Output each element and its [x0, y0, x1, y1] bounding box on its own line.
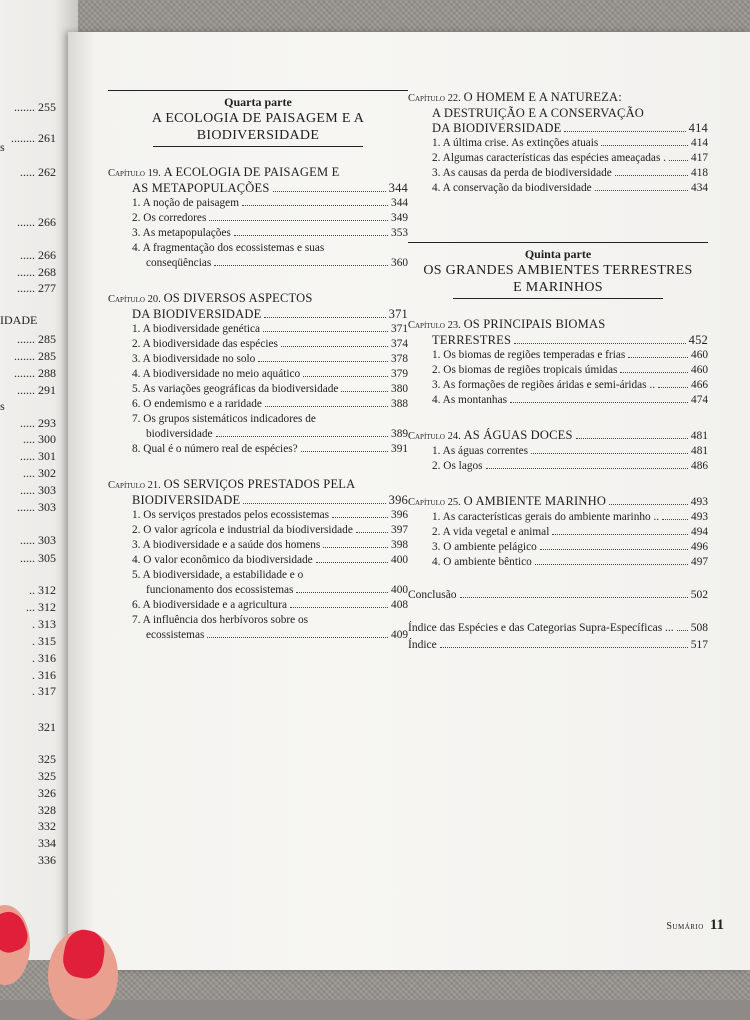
section-entry: [108, 256, 408, 271]
chapter-prefix: Capítulo 20.: [108, 294, 161, 305]
page-number: 481: [690, 430, 708, 442]
section-entry: [408, 151, 708, 166]
part-title-line: A ECOLOGIA DE PAISAGEM E A: [151, 111, 365, 126]
section-entry: [108, 583, 408, 598]
section-entry: [108, 382, 408, 397]
entry-label: 2. Os lagos: [432, 460, 483, 472]
part-title-line: OS GRANDES AMBIENTES TERRESTRES: [423, 263, 693, 278]
page-number: 400: [391, 584, 408, 596]
left-page-line: ....... 255: [14, 100, 56, 114]
section-entry: [408, 510, 708, 525]
left-page-line: IDADE: [0, 313, 38, 327]
leader-dots: [677, 630, 688, 631]
leader-dots: [460, 597, 688, 598]
part-divider: [153, 146, 363, 147]
entry-label: 5. A biodiversidade, a estabilidade e o: [132, 569, 304, 581]
leader-dots: [214, 265, 388, 266]
section-entry: [408, 459, 708, 474]
leader-dots: [341, 391, 388, 392]
chapter-entry: [108, 165, 408, 271]
chapter-title-row: [408, 90, 708, 106]
section-entry: [108, 211, 408, 226]
part-label: Quarta parte: [224, 95, 292, 109]
entry-label: DA BIODIVERSIDADE: [132, 307, 262, 321]
left-page-line: . 313: [32, 617, 56, 631]
entry-label: TERRESTRES: [432, 333, 512, 347]
entry-label: 2. Algumas características das espécies ameaçadas .: [432, 152, 666, 164]
section-entry: [408, 378, 708, 393]
page-number: 371: [388, 307, 408, 321]
leader-dots: [486, 468, 689, 469]
entry-label: 1. A última crise. As extinções atuais: [432, 137, 599, 149]
page-number: 497: [691, 556, 708, 568]
chapter-title-row: [108, 181, 408, 196]
page-number: 349: [391, 212, 408, 224]
leader-dots: [510, 402, 688, 403]
page-number: 409: [391, 629, 408, 641]
left-page-line: ..... 262: [20, 165, 56, 179]
leader-dots: [440, 647, 688, 648]
page-number: 417: [691, 152, 708, 164]
left-page-line: 334: [38, 836, 56, 850]
left-page-line: . 316: [32, 651, 56, 665]
section-entry: [408, 540, 708, 555]
page-number: 397: [391, 524, 408, 536]
chapter-title: OS DIVERSOS ASPECTOS: [163, 291, 313, 305]
leader-dots: [595, 190, 688, 191]
entry-label: 4. A biodiversidade no meio aquático: [132, 368, 301, 380]
chapter-entry: [108, 477, 408, 643]
left-page-line: ...... 277: [17, 281, 56, 295]
chapter-22: [408, 90, 708, 196]
page-number: 391: [391, 443, 408, 455]
entry-label: 1. A biodiversidade genética: [132, 323, 260, 335]
section-entry: [108, 568, 408, 583]
entry-label: 7. A influência dos herbívoros sobre os: [132, 614, 309, 626]
leader-dots: [243, 503, 385, 504]
chapter-entry: [408, 494, 708, 570]
part-five-header: [408, 242, 708, 299]
leader-dots: [242, 205, 388, 206]
leader-dots: [234, 235, 388, 236]
chapter-title: OS PRINCIPAIS BIOMAS: [463, 317, 606, 331]
page-number: 398: [391, 539, 408, 551]
section-entry: [408, 136, 708, 151]
left-page-line: s: [0, 140, 5, 154]
part-divider: [453, 298, 663, 299]
entry-label: 4. O ambiente bêntico: [432, 556, 532, 568]
chapter-title-row: [408, 494, 708, 510]
entry-label: 2. A biodiversidade das espécies: [132, 338, 278, 350]
back-matter-entry: [408, 638, 708, 653]
page-number: 396: [388, 493, 408, 507]
entry-label: 1. A noção de paisagem: [132, 197, 239, 209]
left-page-line: ...... 266: [17, 215, 56, 229]
entry-label: 3. A biodiversidade no solo: [132, 353, 256, 365]
left-page-line: 332: [38, 819, 56, 833]
chapter-title: A DESTRUIÇÃO E A CONSERVAÇÃO: [432, 106, 645, 120]
page-number: 460: [691, 349, 708, 361]
section-entry: [108, 412, 408, 427]
footer-section-label: Sumário: [666, 921, 704, 932]
entry-label: 3. As causas da perda de biodiversidade: [432, 167, 612, 179]
left-page-line: ...... 285: [17, 332, 56, 346]
leader-dots: [628, 357, 688, 358]
section-entry: [408, 393, 708, 408]
chapter-prefix: Capítulo 21.: [108, 480, 161, 491]
chapter-entry: [408, 428, 708, 474]
left-page-line: . 316: [32, 668, 56, 682]
part-four-header: [108, 90, 408, 147]
section-entry: [108, 397, 408, 412]
leader-dots: [601, 145, 688, 146]
leader-dots: [264, 317, 385, 318]
entry-label: Índice das Espécies e das Categorias Supra-Específicas ...: [408, 622, 674, 634]
chapter-prefix: Capítulo 24.: [408, 431, 461, 442]
page-number: 452: [688, 333, 708, 347]
entry-label: 3. As metapopulações: [132, 227, 231, 239]
entry-label: 5. As variações geográficas da biodiversidade: [132, 383, 339, 395]
entry-label: 6. A biodiversidade e a agricultura: [132, 599, 287, 611]
entry-label: Conclusão: [408, 589, 457, 601]
leader-dots: [207, 637, 388, 638]
chapter-heading: [408, 494, 606, 510]
leader-dots: [323, 547, 388, 548]
chapter-prefix: Capítulo 23.: [408, 320, 461, 331]
left-page-line: .... 302: [23, 466, 56, 480]
leader-dots: [332, 517, 388, 518]
entry-label: 2. A vida vegetal e animal: [432, 526, 550, 538]
chapter-title-row: [408, 106, 708, 121]
entry-label: 3. A biodiversidade e a saúde dos homens: [132, 539, 321, 551]
page-number: 414: [691, 137, 708, 149]
section-entry: [108, 352, 408, 367]
chapter-title-row: [408, 428, 708, 444]
footer-page-number: 11: [709, 917, 724, 933]
left-page-line: . 317: [32, 684, 56, 698]
page-number: 353: [391, 227, 408, 239]
page-number: 460: [691, 364, 708, 376]
section-entry: [108, 241, 408, 256]
leader-dots: [564, 131, 685, 132]
left-page-line: ... 312: [26, 600, 56, 614]
entry-label: 4. As montanhas: [432, 394, 507, 406]
page-number: 502: [690, 589, 708, 601]
left-page-line: ..... 266: [20, 248, 56, 262]
chapter-title-row: [108, 165, 408, 181]
left-page-edge: [0, 0, 78, 960]
chapter-heading: [408, 317, 605, 333]
entry-label: BIODIVERSIDADE: [132, 493, 241, 507]
left-page-line: ...... 303: [17, 500, 56, 514]
page-footer: [666, 917, 724, 934]
left-page-line: ..... 301: [20, 449, 56, 463]
leader-dots: [620, 372, 688, 373]
left-page-line: s: [0, 399, 5, 413]
chapter-prefix: Capítulo 19.: [108, 168, 161, 179]
entry-label: 4. O valor econômico da biodiversidade: [132, 554, 313, 566]
right-page: [68, 32, 750, 970]
entry-label: 2. O valor agrícola e industrial da biodiversidade: [132, 524, 353, 536]
leader-dots: [669, 160, 688, 161]
back-matter-list: [408, 588, 708, 653]
chapter-items: [408, 136, 708, 196]
left-page-line: 328: [38, 803, 56, 817]
page-number: 496: [691, 541, 708, 553]
entry-label: 6. O endemismo e a raridade: [132, 398, 262, 410]
chapter-title: OS SERVIÇOS PRESTADOS PELA: [163, 477, 356, 491]
section-entry: [108, 367, 408, 382]
section-entry: [108, 553, 408, 568]
left-page-line: 325: [38, 752, 56, 766]
page-number: 493: [691, 511, 708, 523]
chapters-list: [408, 317, 708, 570]
chapters-list: [108, 165, 408, 643]
left-page-line: 325: [38, 769, 56, 783]
chapter-entry: [408, 317, 708, 408]
section-entry: [408, 525, 708, 540]
chapter-title-row: [408, 121, 708, 136]
chapter-title: O HOMEM E A NATUREZA:: [463, 90, 622, 104]
leader-dots: [540, 549, 688, 550]
entry-label: 3. As formações de regiões áridas e semi-áridas ..: [432, 379, 656, 391]
left-page-line: ....... 285: [14, 349, 56, 363]
entry-label: funcionamento dos ecossistemas: [146, 584, 294, 596]
leader-dots: [216, 436, 389, 437]
chapter-prefix: Capítulo 22.: [408, 93, 461, 104]
part-title-line: BIODIVERSIDADE: [196, 128, 320, 143]
left-page-line: .. 312: [29, 583, 56, 597]
page-number: 474: [691, 394, 708, 406]
section-entry: [408, 555, 708, 570]
leader-dots: [552, 534, 688, 535]
leader-dots: [301, 451, 388, 452]
section-entry: [108, 337, 408, 352]
left-page-line: 336: [38, 853, 56, 867]
page-number: 389: [391, 428, 408, 440]
page-number: 493: [690, 496, 708, 508]
leader-dots: [531, 453, 688, 454]
entry-label: 4. A fragmentação dos ecossistemas e suas: [132, 242, 325, 254]
page-number: 360: [391, 257, 408, 269]
left-page-line: ........ 261: [11, 131, 56, 145]
leader-dots: [316, 562, 388, 563]
leader-dots: [514, 343, 686, 344]
back-matter-entry: [408, 621, 708, 636]
leader-dots: [263, 331, 388, 332]
page-number: 508: [690, 622, 708, 634]
entry-label: 2. Os biomas de regiões tropicais úmidas: [432, 364, 618, 376]
chapter-title: AS ÁGUAS DOCES: [463, 428, 573, 442]
chapter-entry: [108, 291, 408, 457]
entry-label: 1. As águas correntes: [432, 445, 528, 457]
page-number: 388: [391, 398, 408, 410]
entry-label: 1. As características gerais do ambiente marinho ..: [432, 511, 660, 523]
leader-dots: [273, 191, 386, 192]
left-page-line: ...... 291: [17, 383, 56, 397]
toc-column-left: [108, 90, 408, 643]
page-number: 344: [391, 197, 408, 209]
part-title-line: E MARINHOS: [513, 280, 603, 295]
section-entry: [408, 363, 708, 378]
leader-dots: [303, 376, 388, 377]
chapter-title: A ECOLOGIA DE PAISAGEM E: [163, 165, 340, 179]
chapter-title-row: [108, 477, 408, 493]
leader-dots: [265, 406, 388, 407]
section-entry: [108, 538, 408, 553]
section-entry: [408, 444, 708, 459]
section-entry: [108, 322, 408, 337]
page-number: 517: [690, 639, 708, 651]
chapter-title-row: [108, 493, 408, 508]
page-number: 414: [688, 121, 708, 135]
left-page-line: 321: [38, 720, 56, 734]
page-number: 344: [388, 181, 408, 195]
left-page-line: ..... 303: [20, 533, 56, 547]
section-entry: [108, 628, 408, 643]
entry-label: biodiversidade: [146, 428, 213, 440]
page-number: 481: [691, 445, 708, 457]
chapter-title-row: [408, 317, 708, 333]
chapter-title-row: [408, 333, 708, 348]
page-number: 400: [391, 554, 408, 566]
left-page-line: .... 300: [23, 432, 56, 446]
section-entry: [108, 523, 408, 538]
toc-column-right: [408, 90, 708, 655]
leader-dots: [356, 532, 388, 533]
section-entry: [108, 508, 408, 523]
page-number: 494: [691, 526, 708, 538]
entry-label: 2. Os corredores: [132, 212, 207, 224]
leader-dots: [658, 387, 688, 388]
entry-label: 1. Os biomas de regiões temperadas e frias: [432, 349, 626, 361]
leader-dots: [258, 361, 388, 362]
entry-label: Índice: [408, 639, 437, 651]
left-page-line: ..... 305: [20, 551, 56, 565]
page-number: 408: [391, 599, 408, 611]
section-entry: [108, 442, 408, 457]
left-page-line: 326: [38, 786, 56, 800]
left-page-line: ...... 268: [17, 265, 56, 279]
page-number: 396: [391, 509, 408, 521]
leader-dots: [576, 438, 688, 439]
section-entry: [108, 427, 408, 442]
page-number: 380: [391, 383, 408, 395]
section-entry: [408, 166, 708, 181]
section-entry: [108, 598, 408, 613]
section-entry: [108, 226, 408, 241]
page-number: 434: [691, 182, 708, 194]
section-entry: [108, 613, 408, 628]
leader-dots: [290, 607, 388, 608]
chapter-title: DA BIODIVERSIDADE: [432, 121, 562, 135]
entry-label: ecossistemas: [146, 629, 205, 641]
chapter-heading: [108, 477, 355, 493]
entry-label: 4. A conservação da biodiversidade: [432, 182, 592, 194]
page-number: 418: [691, 167, 708, 179]
chapter-heading: [108, 291, 313, 307]
chapter-prefix: Capítulo 25.: [408, 497, 461, 508]
leader-dots: [296, 592, 388, 593]
chapter-title: O AMBIENTE MARINHO: [463, 494, 607, 508]
entry-label: 7. Os grupos sistemáticos indicadores de: [132, 413, 316, 425]
chapter-title-row: [108, 307, 408, 322]
chapter-title-row: [108, 291, 408, 307]
page-number: 379: [391, 368, 408, 380]
leader-dots: [615, 175, 688, 176]
page-number: 371: [391, 323, 408, 335]
page-number: 466: [691, 379, 708, 391]
left-page-line: . 315: [32, 634, 56, 648]
chapter-heading: [408, 428, 573, 444]
entry-label: conseqüências: [146, 257, 212, 269]
leader-dots: [281, 346, 388, 347]
section-entry: [408, 348, 708, 363]
part-label: Quinta parte: [524, 247, 592, 261]
page-number: 378: [391, 353, 408, 365]
leader-dots: [535, 564, 688, 565]
entry-label: AS METAPOPULAÇÕES: [132, 181, 270, 195]
leader-dots: [609, 504, 688, 505]
back-matter-entry: [408, 588, 708, 603]
leader-dots: [662, 519, 688, 520]
section-entry: [108, 196, 408, 211]
left-page-line: ..... 293: [20, 416, 56, 430]
page-number: 486: [691, 460, 708, 472]
entry-label: 8. Qual é o número real de espécies?: [132, 443, 298, 455]
chapter-heading: [108, 165, 339, 181]
left-page-line: ..... 303: [20, 483, 56, 497]
section-entry: [408, 181, 708, 196]
entry-label: 1. Os serviços prestados pelos ecossistemas: [132, 509, 330, 521]
page-number: 374: [391, 338, 408, 350]
leader-dots: [209, 220, 388, 221]
entry-label: 3. O ambiente pelágico: [432, 541, 537, 553]
left-page-line: ....... 288: [14, 366, 56, 380]
